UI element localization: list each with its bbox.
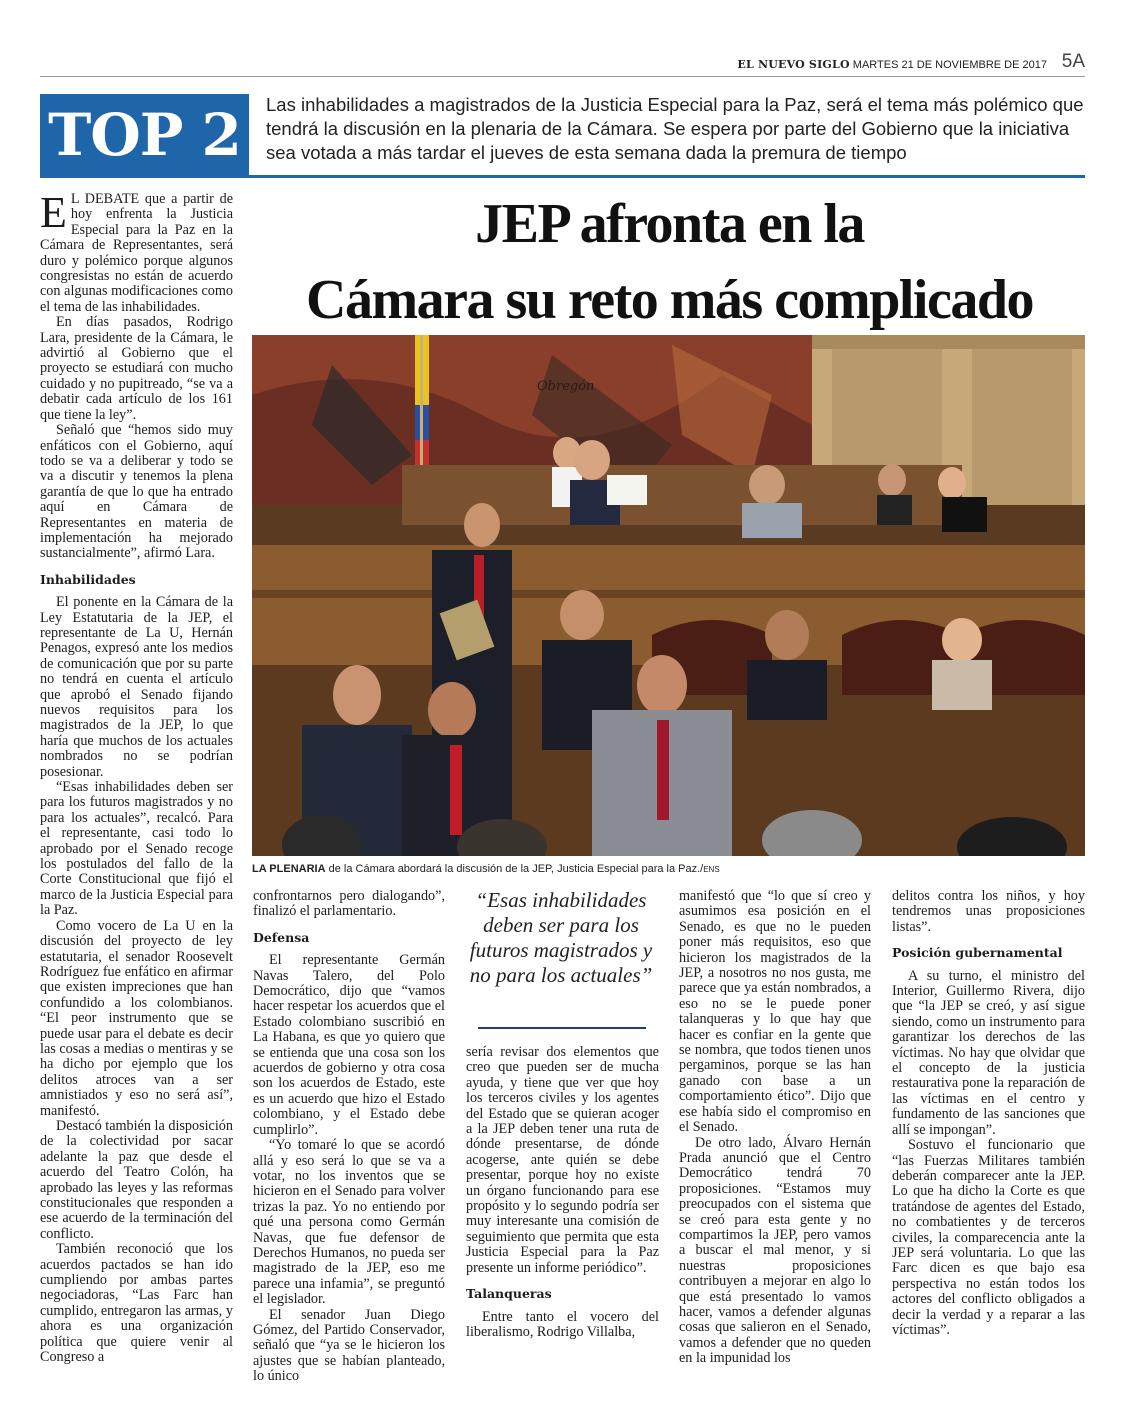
issue-date: MARTES 21 DE NOVIEMBRE DE 2017 (852, 59, 1047, 71)
headline-line-1: JEP afronta en la (475, 193, 864, 255)
header-rule (40, 76, 1085, 77)
article-paragraph: También reconoció que los acuerdos pactados se han ido cumpliendo por ambas partes negociadoras, “Las Farc han cumplido, entregaron las armas, y ahora es una organización política que quiere venir al Congreso a (40, 1241, 233, 1366)
column-4 (679, 889, 871, 1367)
column-3 (466, 1045, 659, 1340)
section-heading: Talanqueras (466, 1286, 552, 1302)
article-paragraph: A su turno, el ministro del Interior, Guillermo Rivera, dijo que “la JEP se creó, y así sigue siendo, como un instrumento para garantizar los derechos de las víctimas. No hay que olvidar que el concepto de la justicia restaurativa pone la reparación de las víctimas en el centro y fundamento de las sanciones que allí se impongan”. (892, 967, 1085, 1138)
article-paragraph: Sostuvo el funcionario que “las Fuerzas Militares también deberán comparecer ante la JEP. Lo que ha dicho la Corte es que tratándose de agentes del Estado, no combatientes y de terceros civiles, la comparecencia ante la JEP será voluntaria. Lo que las Farc dicen es que bajo esa perspectiva no están todos los actores del conflicto obligados a decir la verdad y a reparar a las víctimas”. (892, 1137, 1085, 1338)
header-dateline (737, 58, 1047, 71)
article-paragraph: “Yo tomaré lo que se acordó allá y eso será lo que se va a votar, no los inventos que se hicieron en el Senado para volver trizas la paz. Yo no entiendo por qué una persona como Germán Navas, que fue defensor de Derechos Humanos, no pueda ser magistrado de la JEP, eso me parece una infamia”, se preguntó el legislador. (253, 1137, 445, 1308)
article-paragraph: El ponente en la Cámara de la Ley Estatutaria de la JEP, el representante de La U, Hernán Penagos, expresó ante los medios de comunicación que por su parte no tendrá en cuenta el artículo que aprobó el Senado fijando nuevos requisitos para los magistrados de la JEP, lo que haría que muchos de los actuales nombrados no se podrían posesionar. (40, 594, 233, 780)
headline-line-2: Cámara su reto más complicado (306, 269, 1033, 331)
plenary-photo (252, 335, 1085, 856)
article-paragraph: “Esas inhabilidades deben ser para los futuros magistrados y no para los actuales”, recalcó. Para el representante, casi todo lo aprobado por el Senado recoge los postulados del fallo de la Corte Constitucional que fijó el marco de la Justicia Especial para la Paz. (40, 779, 233, 919)
article-paragraph: delitos contra los niños, y hoy tendremos unas proposiciones listas”. (892, 888, 1085, 935)
section-heading: Posición gubernamental (892, 945, 1063, 961)
photo-caption (252, 863, 1085, 875)
caption-lead: LA PLENARIA (252, 863, 326, 875)
article-paragraph: El representante Germán Navas Talero, del Polo Democrático, dijo que “vamos hacer respetar los acuerdos que el Estado colombiano suscribió en La Habana, es que yo quiero que se entienda que una cosa son los acuerdos de gobierno y otra cosa son los acuerdos de Estado, este es un acuerdo que hizo el Estado colombiano, y el Estado debe cumplirlo”. (253, 952, 445, 1138)
article-paragraph: confrontarnos pero dialogando”, finalizó el parlamentario. (253, 888, 445, 920)
pull-quote: “Esas inhabilidades deben ser para los futuros magistrados y no para los actuales” (469, 888, 653, 987)
top-rule (40, 175, 1085, 178)
wall-signature: Obregón (537, 379, 595, 394)
section-heading: Inhabilidades (40, 571, 136, 587)
article-paragraph: Entre tanto el vocero del liberalismo, Rodrigo Villalba, (466, 1308, 659, 1340)
article-paragraph: De otro lado, Álvaro Hernán Prada anunció que el Centro Democrático tendrá 70 proposiciones. “Estamos muy preocupados con el sistema que se creó para esta gente y no compartimos la JEP, pero vamos a buscar el mal menor, y si nuestras proposiciones contribuyen a mejorar en algo lo que está presentado lo vamos hacer, vamos a defender algunas cosas que salieron en el Senado, vamos a defender que no queden en la impunidad los (679, 1134, 871, 1367)
newspaper-name: EL NUEVO SIGLO (737, 58, 850, 71)
section-heading: Defensa (253, 929, 310, 945)
caption-text: de la Cámara abordará la discusión de la JEP, Justicia Especial para la Paz./ (325, 863, 704, 875)
article-paragraph: Señaló que “hemos sido muy enfáticos con el Gobierno, aquí todo se va a deliberar y todo se va a discutir y tenemos la plena garantía de que lo que ha entrado aquí en Cámara de Representantes en materia de implementación ha mejorado sustancialmente”, afirmó Lara. (40, 422, 233, 562)
article-paragraph: sería revisar dos elementos que creo que pueden ser de mucha ayuda, y tiene que ver que hoy los terceros civiles y los agentes del Estado que se quieran acoger a la JEP deben tener una ruta de dónde presentarse, de dónde acogerse, ante quién se debe presentar, porque hoy no existe un órgano funcionando para ese propósito y lo segundo podría ser muy interesante una comisión de seguimiento que permita que esta Justicia Especial para la Paz presente un informe periódico”. (466, 1044, 659, 1276)
headline (252, 186, 1087, 338)
top-lead-text: Las inhabilidades a magistrados de la Justicia Especial para la Paz, será el tema más polémico que tendrá la discusión en la plenaria de la Cámara. Se espera por parte del Gobierno que la iniciativa sea votada a más tardar el jueves de esta semana dada la premura de tiempo (266, 94, 1084, 163)
photo-credit: ENS (703, 865, 720, 874)
column-5 (892, 889, 1085, 1338)
top-label-box: TOP 2 (40, 94, 249, 176)
page-number: 5A (1061, 51, 1085, 72)
article-paragraph: Como vocero de La U en la discusión del proyecto de ley estatutaria, el senador Roosevelt Rodríguez fue enfático en afirmar que existen impreciones que han confundido a los colombianos. “El peor instrumento que se puede usar para el debate es decir las cosas a medias o mentiras y se ha dicho por ejemplo que los delitos atroces van a ser amnistiados y eso no será así”, manifestó. (40, 917, 233, 1119)
article-paragraph: En días pasados, Rodrigo Lara, presidente de la Cámara, le advirtió al Gobierno que el proyecto se estudiará con mucho cuidado y no pupitreado, “se va a debatir cada artículo de los 161 que tiene la ley”. (40, 314, 233, 423)
article-paragraph: El senador Juan Diego Gómez, del Partido Conservador, señaló que “ya se le hicieron los ajustes que se habían planteado, lo único (253, 1306, 445, 1385)
article-paragraph: manifestó que “lo que sí creo y asumimos esa posición en el Senado, es que no le pueden poner más requisitos, eso que hicieron los magistrados de la JEP, a nosotros no nos gusta, me parece que ya están nombrados, a eso no se le puede poner talanqueras y lo que hay que hacer es confiar en la gente que se nombra, que todos tienen unos pergaminos, porque se las han ganado con base a un comportamiento ético”. Dijo que ese había sido el compromiso en el Senado. (679, 888, 871, 1136)
pull-quote-rule (478, 1027, 646, 1029)
column-1 (40, 188, 233, 1366)
article-paragraph: Destacó también la disposición de la colectividad por sacar adelante la paz que desde el acuerdo del Teatro Colón, ha aprobado las leyes y las reformas constitucionales que responden a ese acuerdo de la terminación del conflicto. (40, 1117, 233, 1242)
drop-cap: E (40, 188, 67, 237)
column-2 (253, 889, 445, 1385)
article-paragraph: E L DEBATE que a partir de hoy enfrenta la Justicia Especial para la Paz en la Cámara de Representantes, será duro y polémico porque algunos congresistas no están de acuerdo con algunas modificaciones como el tema de las inhabilidades. (40, 188, 233, 315)
